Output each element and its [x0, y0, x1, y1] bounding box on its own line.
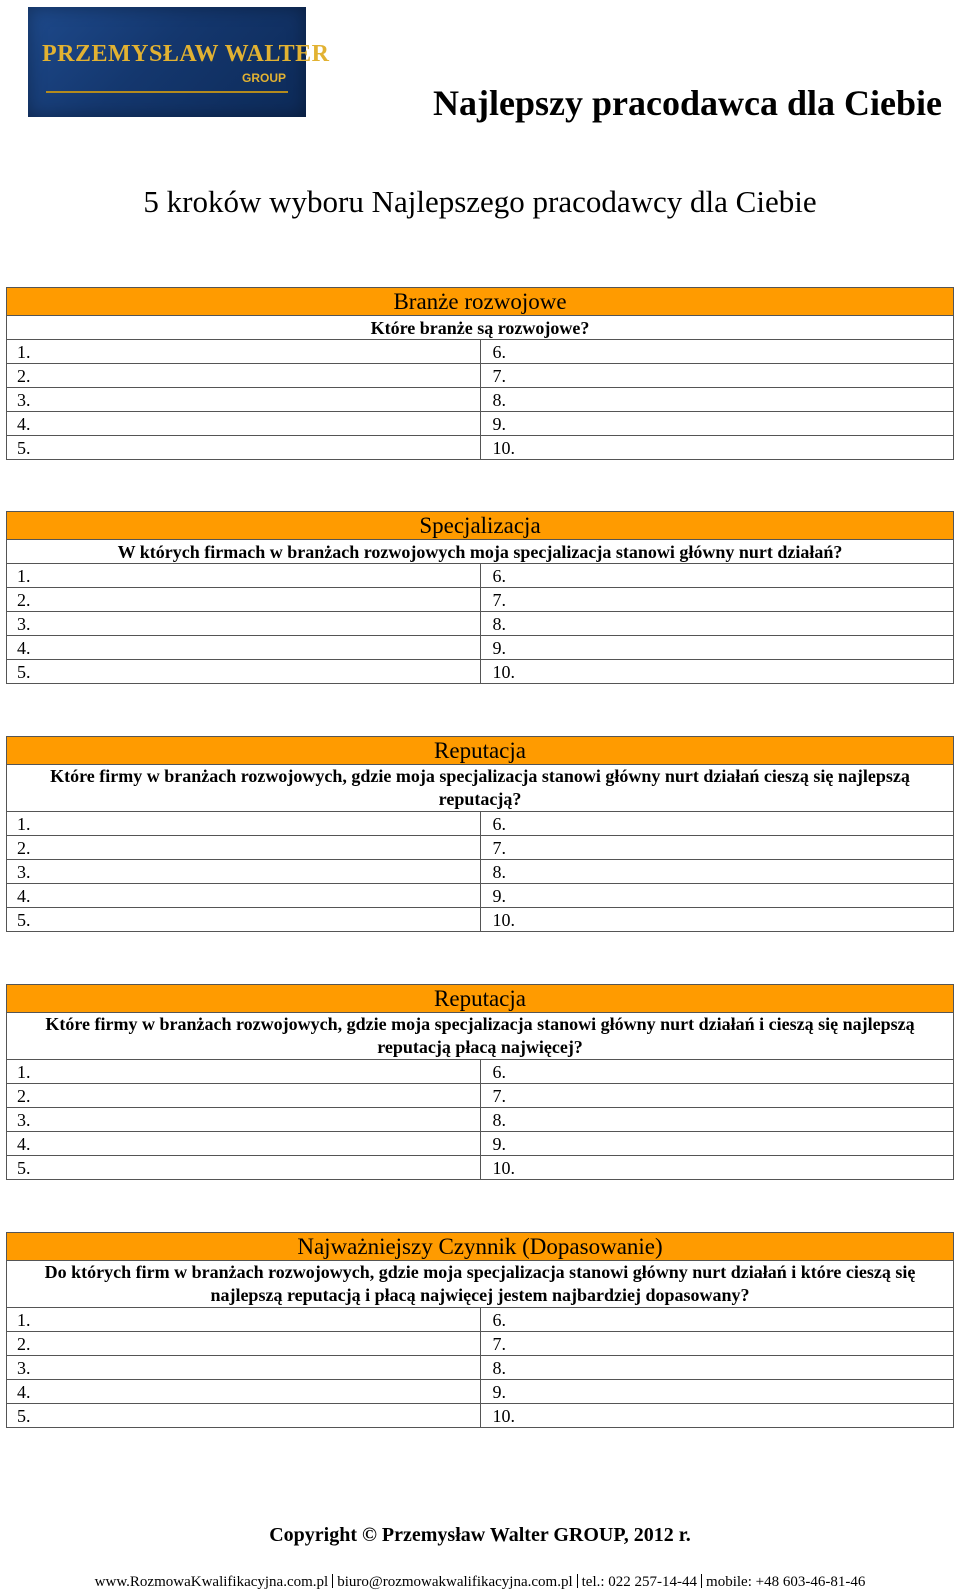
footer-email: biuro@rozmowakwalifikacyjna.com.pl [337, 1574, 573, 1590]
table-row [7, 1404, 954, 1428]
answer-cell-right[interactable]: 10. [480, 1156, 954, 1180]
logo-group-label: GROUP [242, 71, 287, 85]
table-row [7, 836, 954, 860]
table-row [7, 1380, 954, 1404]
logo-company-name: PRZEMYSŁAW WALTER [42, 41, 330, 67]
answer-cell-left[interactable]: 1. [7, 564, 481, 588]
answer-cell-left[interactable]: 5. [7, 908, 481, 932]
answer-cell-left[interactable]: 3. [7, 1356, 481, 1380]
answer-cell-right[interactable]: 7. [480, 836, 954, 860]
answer-cell-left[interactable]: 1. [7, 340, 481, 364]
table-row [7, 364, 954, 388]
answer-cell-left[interactable]: 2. [7, 1332, 481, 1356]
answer-cell-right[interactable]: 6. [480, 564, 954, 588]
section-heading: Reputacja [7, 985, 954, 1013]
worksheet-section [6, 1232, 954, 1428]
answer-cell-right[interactable]: 10. [480, 1404, 954, 1428]
answer-cell-left[interactable]: 3. [7, 1108, 481, 1132]
footer-contact [0, 1574, 960, 1591]
table-row [7, 1332, 954, 1356]
table-row [7, 860, 954, 884]
answer-cell-left[interactable]: 3. [7, 388, 481, 412]
table-row [7, 1108, 954, 1132]
table-row [7, 884, 954, 908]
answer-cell-left[interactable]: 4. [7, 412, 481, 436]
table-row [7, 1060, 954, 1084]
worksheet-table [6, 984, 954, 1180]
section-question: Do których firm w branżach rozwojowych, gdzie moja specjalizacja stanowi główny nurt działań i które cieszą się najlepszą reputacją i płacą najwięcej jestem najbardziej dopasowany? [7, 1261, 954, 1308]
footer-mobile: mobile: +48 603-46-81-46 [706, 1574, 866, 1590]
answer-cell-right[interactable]: 9. [480, 1132, 954, 1156]
answer-cell-right[interactable]: 8. [480, 860, 954, 884]
worksheet-table [6, 287, 954, 460]
table-row [7, 436, 954, 460]
answer-cell-left[interactable]: 2. [7, 1084, 481, 1108]
copyright-notice: Copyright © Przemysław Walter GROUP, 2012 r. [269, 1524, 691, 1546]
footer-phone: tel.: 022 257-14-44 [581, 1574, 698, 1590]
answer-cell-left[interactable]: 1. [7, 1060, 481, 1084]
answer-cell-right[interactable]: 8. [480, 1356, 954, 1380]
answer-cell-left[interactable]: 1. [7, 812, 481, 836]
footer-separator [332, 1574, 333, 1588]
answer-cell-left[interactable]: 2. [7, 364, 481, 388]
answer-cell-left[interactable]: 5. [7, 436, 481, 460]
answer-cell-right[interactable]: 6. [480, 1060, 954, 1084]
company-logo [28, 7, 330, 117]
answer-cell-right[interactable]: 7. [480, 1084, 954, 1108]
answer-cell-right[interactable]: 7. [480, 1332, 954, 1356]
table-row [7, 1308, 954, 1332]
section-heading: Specjalizacja [7, 512, 954, 540]
logo-underline [46, 91, 288, 93]
answer-cell-right[interactable]: 6. [480, 1308, 954, 1332]
answer-cell-right[interactable]: 6. [480, 340, 954, 364]
answer-cell-left[interactable]: 5. [7, 1404, 481, 1428]
page-subtitle: 5 kroków wyboru Najlepszego pracodawcy dla Ciebie [143, 184, 817, 219]
section-heading: Najważniejszy Czynnik (Dopasowanie) [7, 1233, 954, 1261]
worksheet-section [6, 511, 954, 684]
answer-cell-right[interactable]: 7. [480, 588, 954, 612]
table-row [7, 1084, 954, 1108]
answer-cell-left[interactable]: 1. [7, 1308, 481, 1332]
answer-cell-left[interactable]: 4. [7, 884, 481, 908]
worksheet-section [6, 287, 954, 460]
answer-cell-left[interactable]: 2. [7, 588, 481, 612]
answer-cell-left[interactable]: 5. [7, 1156, 481, 1180]
section-heading: Reputacja [7, 737, 954, 765]
answer-cell-right[interactable]: 9. [480, 884, 954, 908]
answer-cell-left[interactable]: 3. [7, 860, 481, 884]
table-row [7, 412, 954, 436]
section-question: Które firmy w branżach rozwojowych, gdzie moja specjalizacja stanowi główny nurt działań i cieszą się najlepszą reputacją płacą najwięcej? [7, 1013, 954, 1060]
table-row [7, 812, 954, 836]
answer-cell-right[interactable]: 10. [480, 436, 954, 460]
answer-cell-left[interactable]: 2. [7, 836, 481, 860]
section-question: Które firmy w branżach rozwojowych, gdzie moja specjalizacja stanowi główny nurt działań cieszą się najlepszą reputacją? [7, 765, 954, 812]
section-question: W których firmach w branżach rozwojowych moja specjalizacja stanowi główny nurt działań? [7, 540, 954, 564]
answer-cell-right[interactable]: 8. [480, 388, 954, 412]
answer-cell-left[interactable]: 4. [7, 636, 481, 660]
answer-cell-right[interactable]: 9. [480, 412, 954, 436]
section-question: Które branże są rozwojowe? [7, 316, 954, 340]
table-row [7, 1132, 954, 1156]
table-row [7, 660, 954, 684]
answer-cell-right[interactable]: 10. [480, 660, 954, 684]
answer-cell-left[interactable]: 3. [7, 612, 481, 636]
worksheet-table [6, 736, 954, 932]
answer-cell-right[interactable]: 7. [480, 364, 954, 388]
section-heading: Branże rozwojowe [7, 288, 954, 316]
answer-cell-right[interactable]: 6. [480, 812, 954, 836]
footer-separator [701, 1574, 702, 1588]
worksheet-section [6, 984, 954, 1180]
answer-cell-left[interactable]: 4. [7, 1380, 481, 1404]
table-row [7, 612, 954, 636]
answer-cell-right[interactable]: 10. [480, 908, 954, 932]
worksheet-table [6, 1232, 954, 1428]
answer-cell-left[interactable]: 5. [7, 660, 481, 684]
worksheet-section [6, 736, 954, 932]
table-row [7, 588, 954, 612]
answer-cell-right[interactable]: 8. [480, 612, 954, 636]
table-row [7, 1156, 954, 1180]
page-title: Najlepszy pracodawca dla Ciebie [433, 83, 942, 123]
footer-separator [577, 1574, 578, 1588]
answer-cell-right[interactable]: 9. [480, 1380, 954, 1404]
answer-cell-left[interactable]: 4. [7, 1132, 481, 1156]
table-row [7, 636, 954, 660]
table-row [7, 340, 954, 364]
table-row [7, 908, 954, 932]
table-row [7, 1356, 954, 1380]
answer-cell-right[interactable]: 9. [480, 636, 954, 660]
worksheet-table [6, 511, 954, 684]
table-row [7, 564, 954, 588]
footer-website: www.RozmowaKwalifikacyjna.com.pl [94, 1574, 329, 1590]
table-row [7, 388, 954, 412]
answer-cell-right[interactable]: 8. [480, 1108, 954, 1132]
